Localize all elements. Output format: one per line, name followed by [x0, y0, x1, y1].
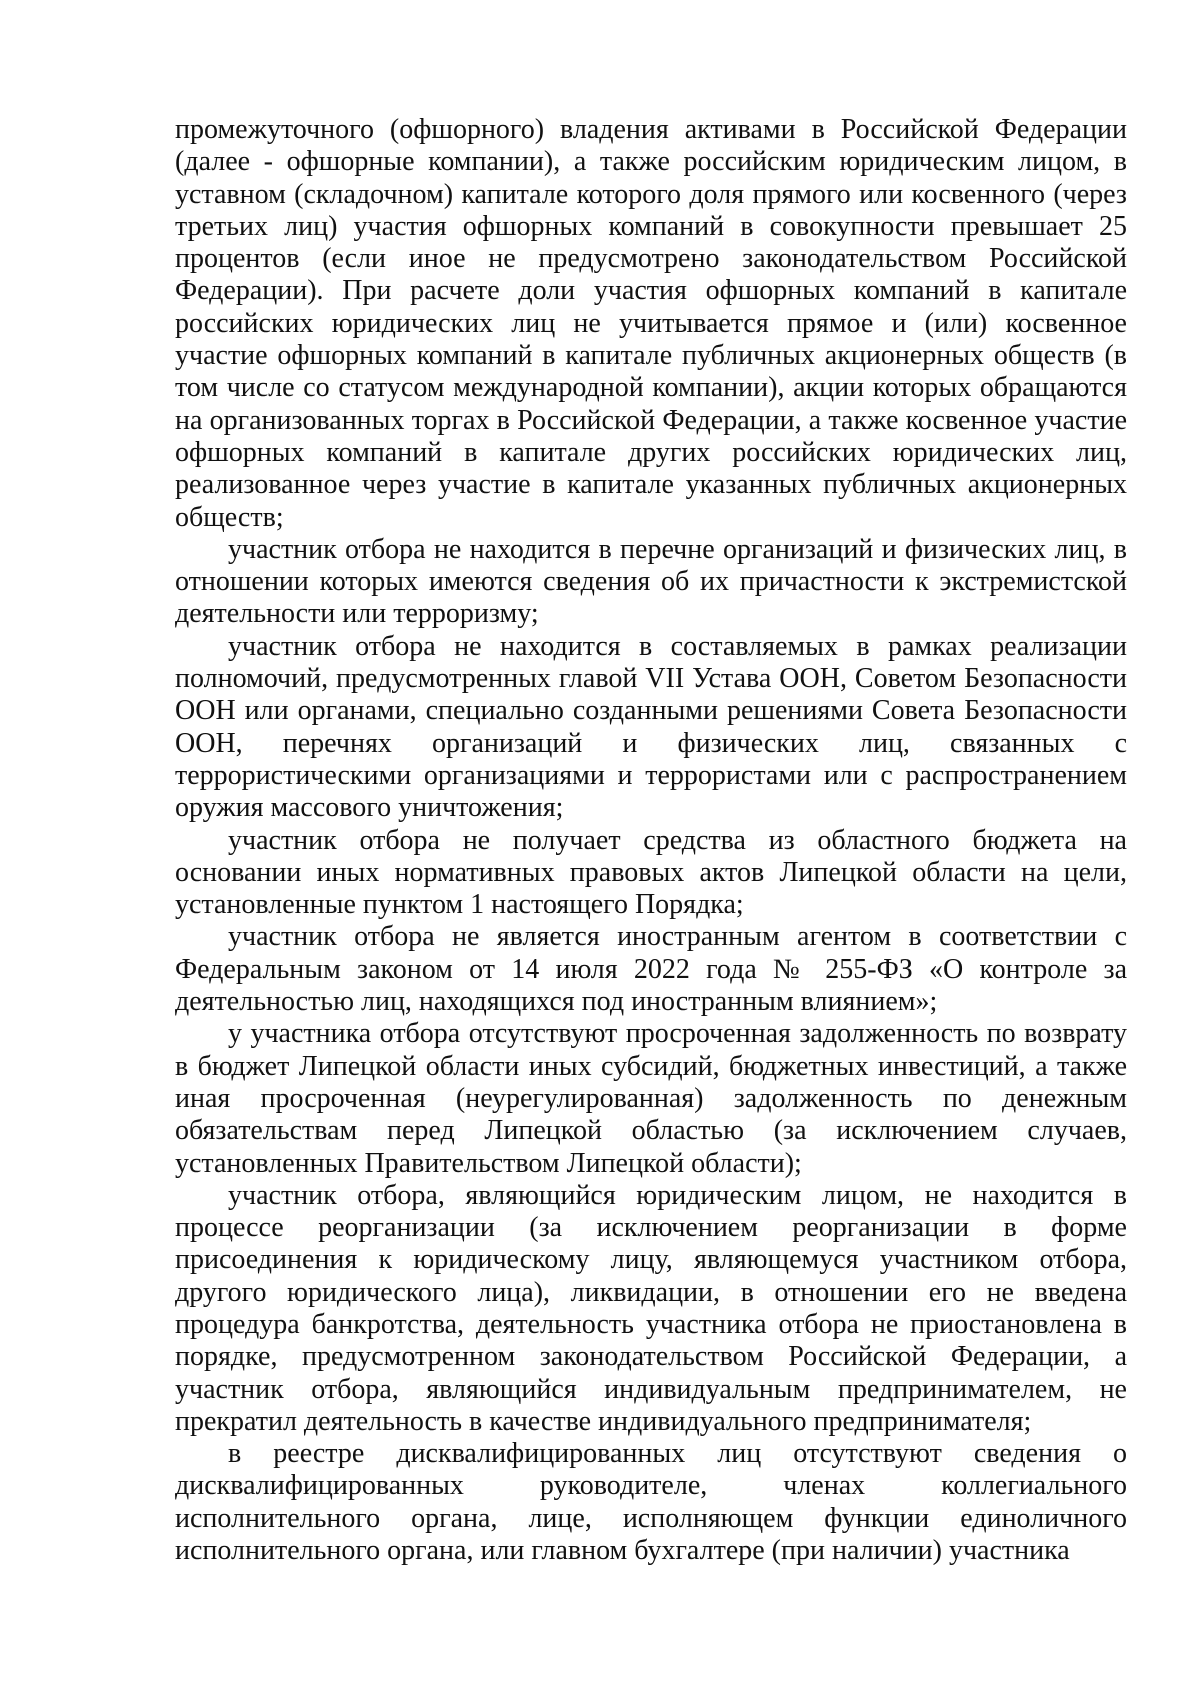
paragraph-overdue-debt: у участника отбора отсутствуют просроченная задолженность по возврату в бюджет Липецкой области иных субсидий, бюджетных инвестиций, а также иная просроченная (неурегулированная) задолженность по денежным обязательствам перед Липецкой областью (за исключением случаев, установленных Правительством Липецкой области); — [175, 1018, 1127, 1179]
paragraph-offshore-continuation: промежуточного (офшорного) владения активами в Российской Федерации (далее - офшорные компании), а также российским юридическим лицом, в уставном (складочном) капитале которого доля прямого или косвенного (через третьих лиц) участия офшорных компаний в совокупности превышает 25 процентов (если иное не предусмотрено законодательством Российской Федерации). При расчете доли участия офшорных компаний в капитале российских юридических лиц не учитывается прямое и (или) косвенное участие офшорных компаний в капитале публичных акционерных обществ (в том числе со статусом международной компании), акции которых обращаются на организованных торгах в Российской Федерации, а также косвенное участие офшорных компаний в капитале других российских юридических лиц, реализованное через участие в капитале указанных публичных акционерных обществ; — [175, 114, 1127, 533]
paragraph-reorganization-liquidation: участник отбора, являющийся юридическим лицом, не находится в процессе реорганизации (за исключением реорганизации в форме присоединения к юридическому лицу, являющемуся участником отбора, другого юридического лица), ликвидации, в отношении его не введена процедура банкротства, деятельность участника отбора не приостановлена в порядке, предусмотренном законодательством Российской Федерации, а участник отбора, являющийся индивидуальным предпринимателем, не прекратил деятельность в качестве индивидуального предпринимателя; — [175, 1179, 1127, 1437]
paragraph-disqualified-persons-registry: в реестре дисквалифицированных лиц отсутствуют сведения о дисквалифицированных руководителе, членах коллегиального исполнительного органа, лице, исполняющем функции единоличного исполнительного органа, или главном бухгалтере (при наличии) участника — [175, 1438, 1127, 1567]
paragraph-foreign-agent: участник отбора не является иностранным агентом в соответствии с Федеральным законом от 14 июля 2022 года № 255-ФЗ «О контроле за деятельностью лиц, находящихся под иностранным влиянием»; — [175, 921, 1127, 1018]
paragraph-un-security-council-lists: участник отбора не находится в составляемых в рамках реализации полномочий, предусмотренных главой VII Устава ООН, Советом Безопасности ООН или органами, специально созданными решениями Совета Безопасности ООН, перечнях организаций и физических лиц, связанных с террористическими организациями и террористами или с распространением оружия массового уничтожения; — [175, 630, 1127, 824]
paragraph-extremism-list: участник отбора не находится в перечне организаций и физических лиц, в отношении которых имеются сведения об их причастности к экстремистской деятельности или терроризму; — [175, 533, 1127, 630]
paragraph-regional-budget-funds: участник отбора не получает средства из областного бюджета на основании иных нормативных правовых актов Липецкой области на цели, установленные пунктом 1 настоящего Порядка; — [175, 824, 1127, 921]
document-body — [175, 114, 1127, 1567]
